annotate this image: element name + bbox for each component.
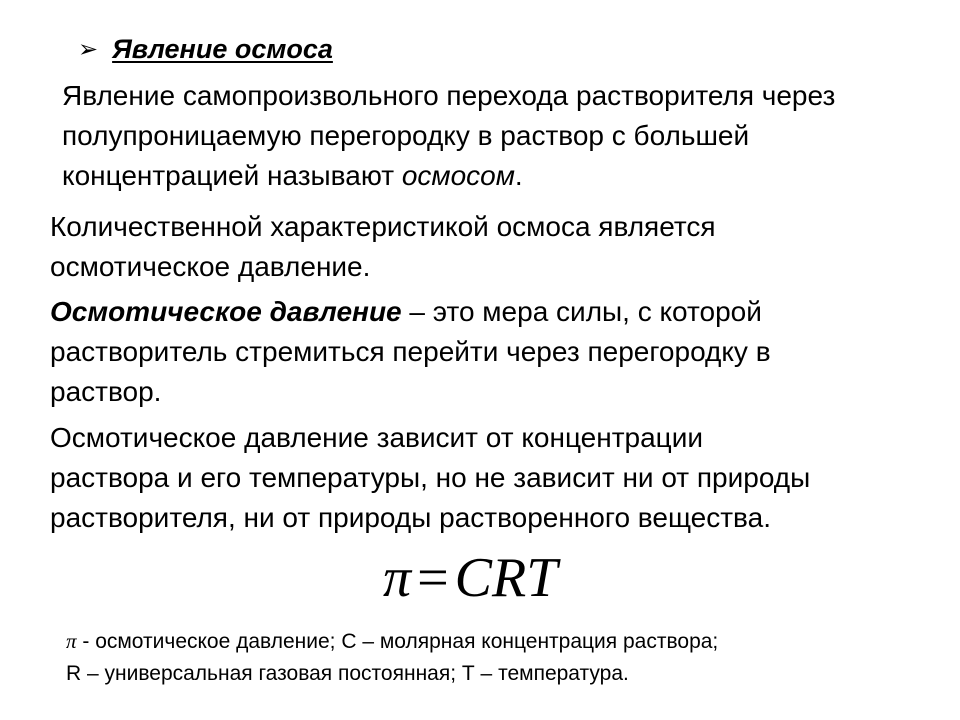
formula-pi: π: [383, 547, 412, 609]
paragraph-line: осмотическое давление.: [50, 251, 371, 282]
osmotic-pressure-term: Осмотическое давление: [50, 296, 402, 327]
pressure-dependence: [50, 418, 810, 538]
osmotic-pressure-definition: [50, 292, 771, 412]
paragraph-line: раствора и его температуры, но не зависит ни от природы: [50, 462, 811, 493]
paragraph-line: Осмотическое давление зависит от концентрации: [50, 422, 703, 453]
definition-line: Явление самопроизвольного перехода растворителя через: [62, 80, 836, 111]
vant-hoff-formula: [383, 548, 557, 608]
section-heading: [78, 34, 333, 65]
paragraph-line: Количественной характеристикой осмоса является: [50, 211, 716, 242]
arrow-bullet-icon: ➢: [78, 36, 99, 63]
paragraph-line: растворитель стремиться перейти через перегородку в: [50, 336, 771, 367]
definition-line: концентрацией называют осмосом.: [62, 160, 523, 191]
formula-legend: [66, 625, 718, 690]
paragraph-line: раствор.: [50, 376, 162, 407]
legend-line: R – универсальная газовая постоянная; Т – температура.: [66, 662, 629, 685]
definition-line: полупроницаемую перегородку в раствор с большей: [62, 120, 750, 151]
osmosis-definition: [62, 76, 835, 196]
legend-line: π - осмотическое давление; С – молярная концентрация раствора;: [66, 629, 719, 653]
osmosis-term: осмосом: [401, 160, 515, 191]
formula-equals: =: [417, 547, 449, 609]
section-title: Явление осмоса: [112, 34, 333, 64]
quantitative-characteristic: [50, 207, 716, 287]
paragraph-line: Осмотическое давление – это мера силы, с которой: [50, 296, 762, 327]
formula-crt: CRT: [454, 547, 558, 609]
legend-pi: π: [66, 629, 77, 653]
paragraph-line: растворителя, ни от природы растворенного вещества.: [50, 502, 771, 533]
